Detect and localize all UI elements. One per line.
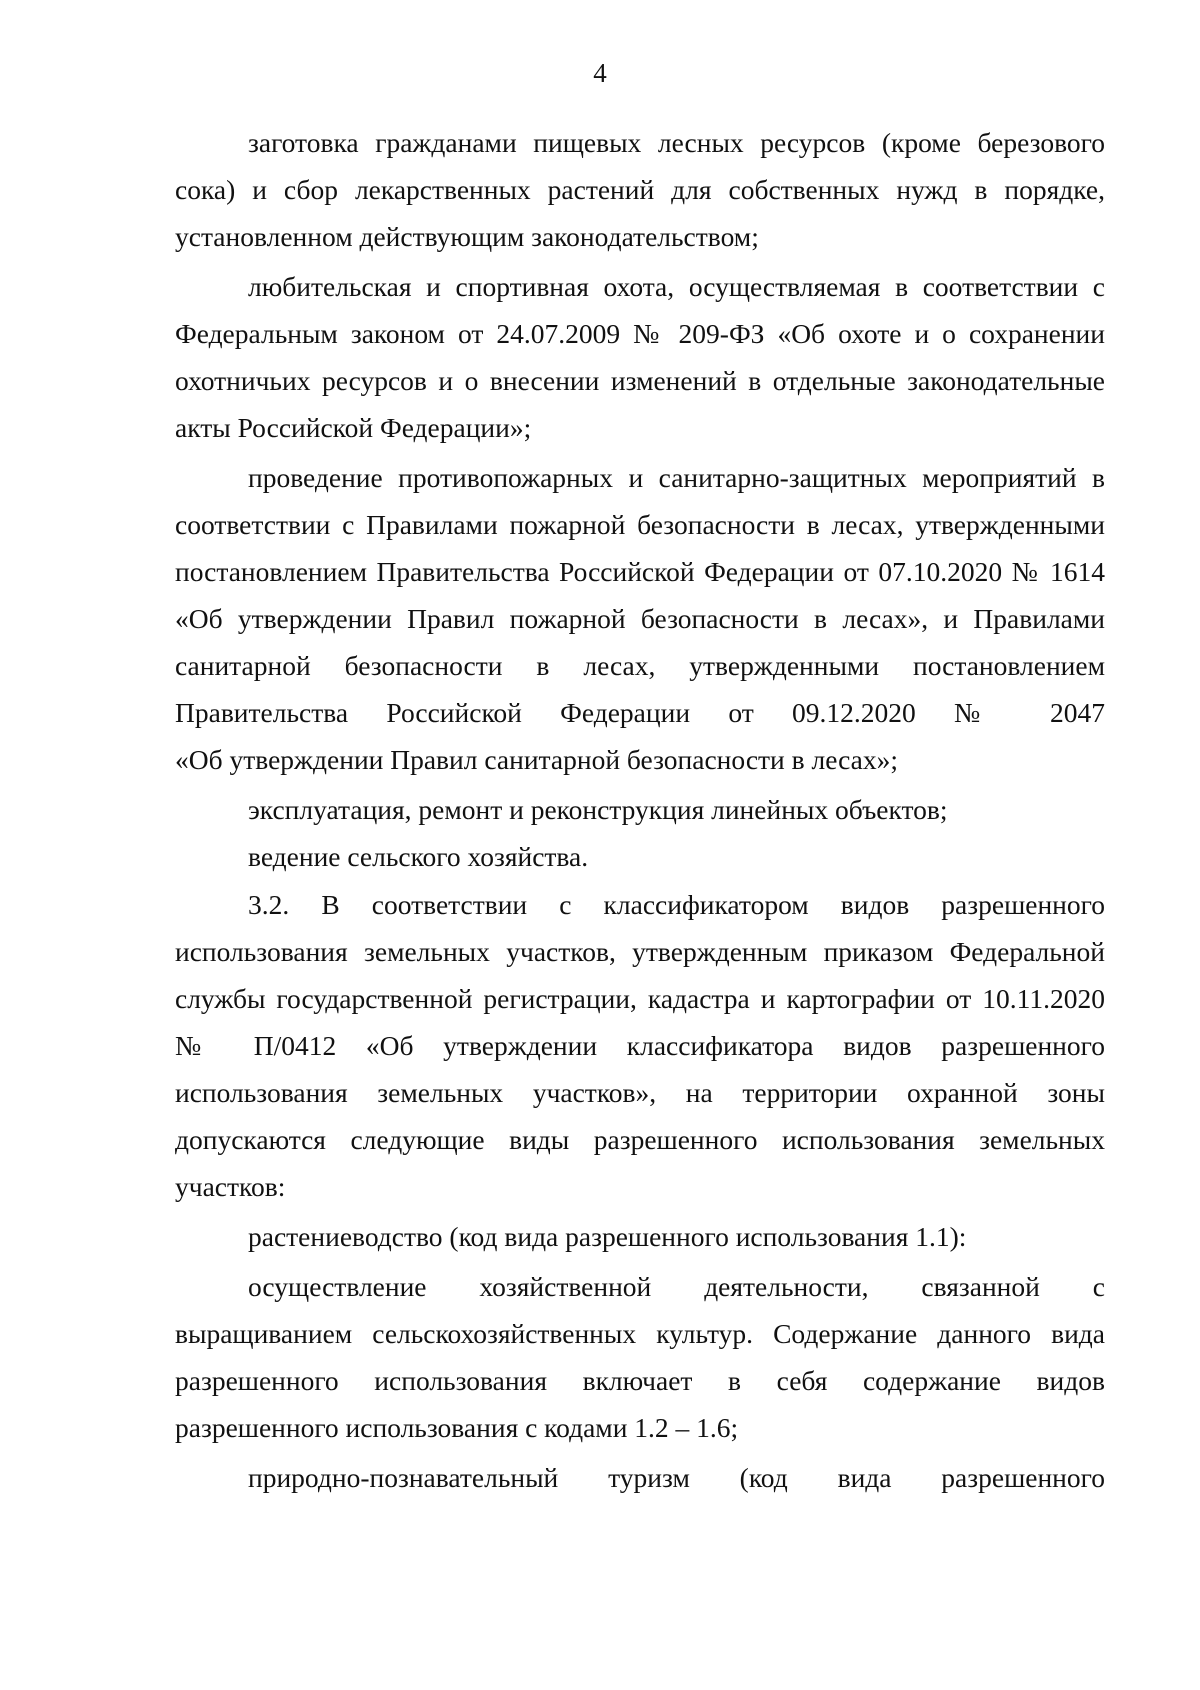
text-line: Федеральным законом от 24.07.2009 № 209-ФЗ «Об охоте и о сохранении: [175, 318, 1105, 349]
text-line: акты Российской Федерации»;: [175, 412, 532, 443]
text-line: № П/0412 «Об утверждении классификатора видов разрешенного: [175, 1030, 1105, 1061]
text-line: допускаются следующие виды разрешенного использования земельных: [175, 1124, 1105, 1155]
text-line: растениеводство (код вида разрешенного использования 1.1):: [248, 1221, 967, 1252]
text-line: Правительства Российской Федерации от 09.12.2020 № 2047: [175, 697, 1105, 728]
text-line: установленном действующим законодательством;: [175, 221, 759, 252]
text-line: сока) и сбор лекарственных растений для собственных нужд в порядке,: [175, 174, 1105, 205]
text-line: использования земельных участков», на территории охранной зоны: [175, 1077, 1105, 1108]
text-line: службы государственной регистрации, кадастра и картографии от 10.11.2020: [175, 983, 1105, 1014]
text-line: любительская и спортивная охота, осуществляемая в соответствии с: [248, 271, 1105, 302]
text-line: разрешенного использования включает в себя содержание видов: [175, 1365, 1105, 1396]
text-line: участков:: [175, 1171, 286, 1202]
text-line: проведение противопожарных и санитарно-защитных мероприятий в: [248, 462, 1105, 493]
text-line: осуществление хозяйственной деятельности, связанной с: [248, 1271, 1105, 1302]
text-line: соответствии с Правилами пожарной безопасности в лесах, утвержденными: [175, 509, 1105, 540]
text-line: заготовка гражданами пищевых лесных ресурсов (кроме березового: [248, 127, 1105, 158]
text-line: постановлением Правительства Российской Федерации от 07.10.2020 № 1614: [175, 556, 1105, 587]
text-line: природно-познавательный туризм (код вида разрешенного: [248, 1462, 1105, 1493]
text-line: разрешенного использования с кодами 1.2 – 1.6;: [175, 1412, 739, 1443]
text-line: охотничьих ресурсов и о внесении изменений в отдельные законодательные: [175, 365, 1105, 396]
text-line: ведение сельского хозяйства.: [248, 841, 589, 872]
page-number: 4: [593, 58, 607, 88]
text-line: использования земельных участков, утвержденным приказом Федеральной: [175, 936, 1105, 967]
text-line: санитарной безопасности в лесах, утвержденными постановлением: [175, 650, 1105, 681]
text-line: эксплуатация, ремонт и реконструкция линейных объектов;: [248, 794, 948, 825]
text-line: «Об утверждении Правил пожарной безопасности в лесах», и Правилами: [175, 603, 1105, 634]
text-line: «Об утверждении Правил санитарной безопасности в лесах»;: [175, 744, 898, 775]
text-line: выращиванием сельскохозяйственных культур. Содержание данного вида: [175, 1318, 1105, 1349]
text-line: 3.2. В соответствии с классификатором видов разрешенного: [248, 889, 1105, 920]
